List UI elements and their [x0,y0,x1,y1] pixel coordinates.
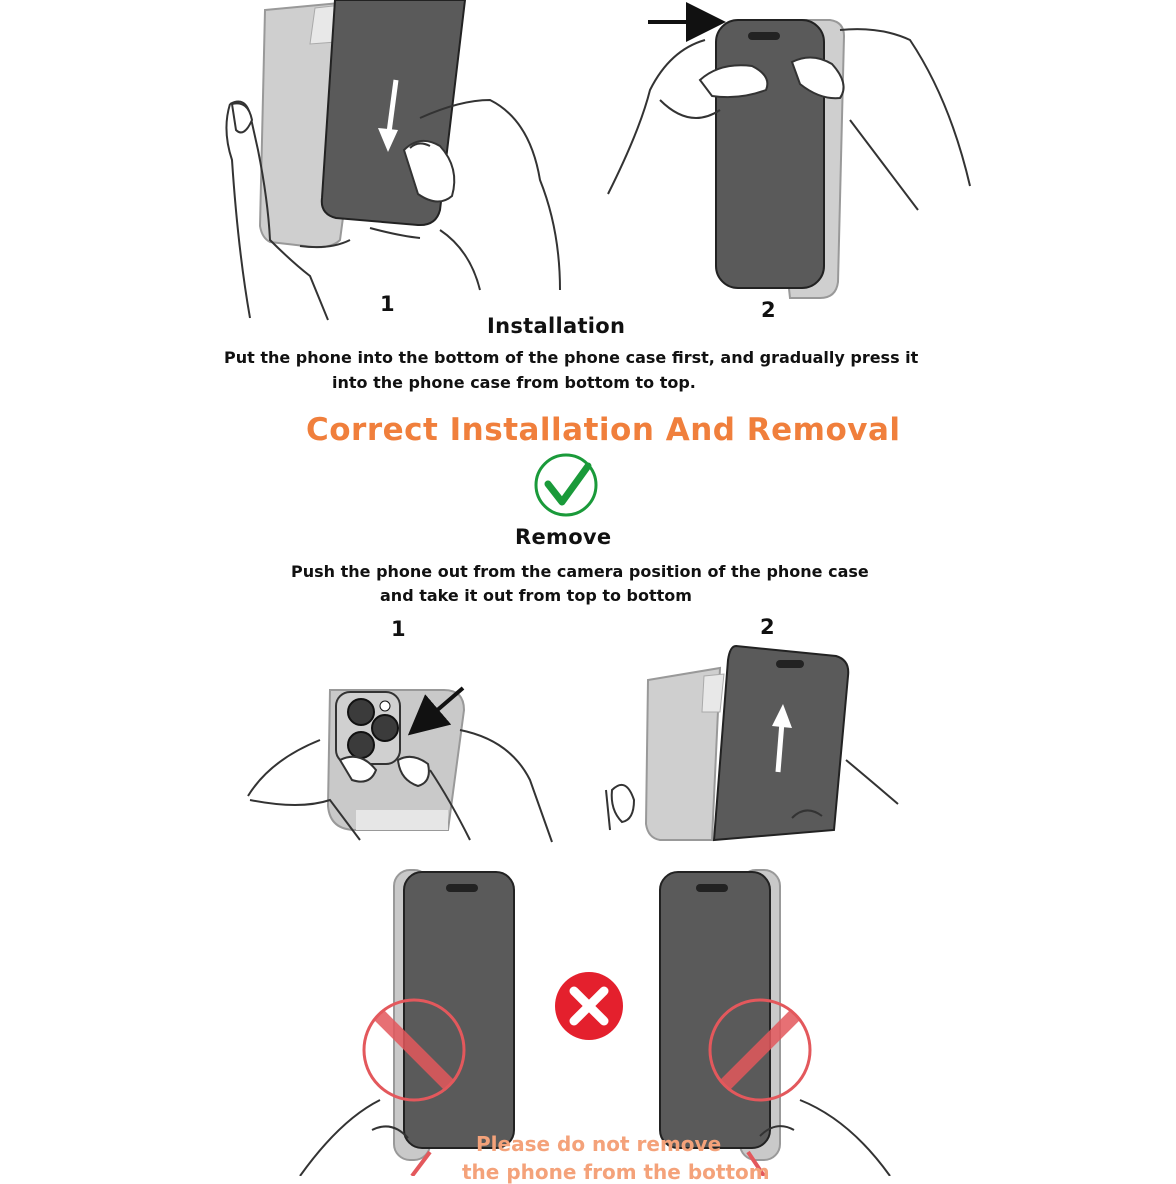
remove-caption-line1: Push the phone out from the camera position of the phone case [291,562,869,581]
remove-step1-illustration [248,688,552,842]
installation-caption-line1: Put the phone into the bottom of the phone case first, and gradually press it [224,348,919,367]
warning-left-illustration [300,870,514,1176]
remove-step2-illustration [606,646,898,840]
installation-caption-line2: into the phone case from bottom to top. [332,373,696,392]
install-step2-illustration [608,20,970,298]
remove-step1-number: 1 [391,617,406,641]
install-step2-number: 2 [761,298,776,322]
banner-title: Correct Installation And Removal [306,412,901,448]
remove-heading: Remove [515,525,612,549]
warning-line1: Please do not remove [476,1132,722,1156]
remove-caption-line2: and take it out from top to bottom [380,586,692,605]
warning-right-illustration [660,870,890,1176]
remove-step2-number: 2 [760,615,775,639]
warning-line2: the phone from the bottom [462,1160,770,1184]
install-step1-illustration [226,0,560,320]
cross-circle-icon [555,972,623,1040]
install-step1-number: 1 [380,292,395,316]
check-circle-icon [536,455,596,515]
installation-heading: Installation [487,314,626,338]
